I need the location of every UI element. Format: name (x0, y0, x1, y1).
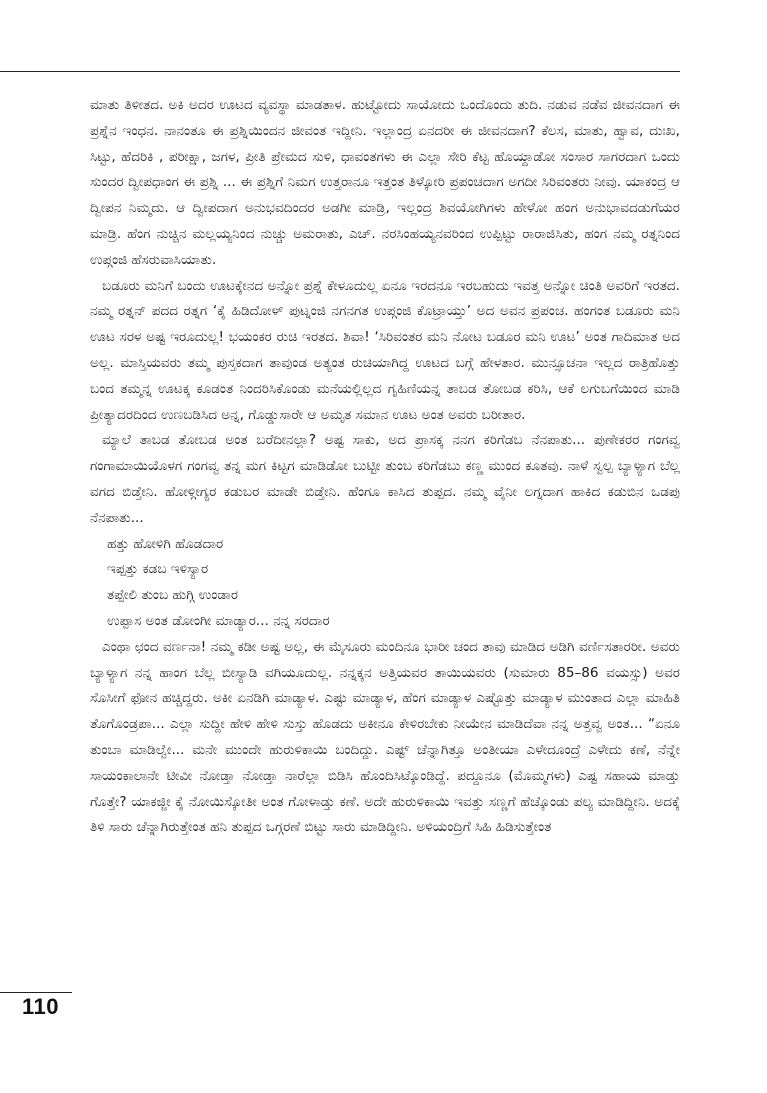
verse-line-4: ಉಪ್ಪಾಸ ಅಂತ ಡೋಂಗೀ ಮಾಡ್ಯಾರ... ನನ್ನ ಸರದಾರ (107, 612, 330, 629)
page-body (90, 93, 680, 841)
paragraph-2: ಬಡೂರು ಮನಿಗೆ ಬಂದು ಊಟಕ್ಕೇನದ ಅನ್ನೋ ಪ್ರಶ್ನೆ ಕೇಳೂದುಲ್ಲ ಏನೂ ಇರದನೂ ಇರಬಹುದು ಇವತ್ತ ಅನ್ನೋ ಚಿಂತಿ ಅವರಿಗೆ ಇರತದ. ನಮ್ಮ ರತ್ನನ್ ಪದದ ರತ್ನಗ ‘ಕೈ ಹಿಡಿದೋಳ್ ಪುಟ್ನಂಜಿ ನಗನಗತ ಉಪ್ಗಂಜಿ ಕೊಟ್ರಾಯ್ತು’ ಅದ ಅವನ ಪ್ರಪಂಚ. ಹಂಗಂತ ಬಡೂರು ಮನಿ ಊಟ ಸರಳ ಅಷ್ಟ ಇರೂದುಲ್ಲ! ಭಯಂಕರ ರುಚಿ ಇರತದ. ಶಿವಾ! ‘ಸಿರಿವಂತರ ಮನಿ ನೋಟ ಬಡೂರ ಮನಿ ಊಟ’ ಅಂತ ಗಾದಿಮಾತ ಅದ ಅಲ್ಲ. ಮಾಸ್ತಿಯವರು ತಮ್ಮ ಪುಸ್ತಕದಾಗ ತಾವುಂಡ ಅತ್ಯಂತ ರುಚಿಯಾಗಿದ್ದ ಊಟದ ಬಗ್ಗೆ ಹೇಳತಾರ. ಮುನ್ಸೂಚನಾ ಇಲ್ಲದ ರಾತ್ರಿಹೊತ್ತು ಬಂದ ತಮ್ಮನ್ನ ಊಟಕ್ಕ ಕೂಡಂತ ನಿಂದರಿಸಿಕೊಂಡು ಮನೆಯಲ್ಲಿಲ್ಲದ ಗೃಹಿಣಿಯನ್ನ ತಾಬಡ ತೋಬಡ ಕರಿಸಿ, ಆಕೆ ಲಗುಬಗೆಯಿಂದ ಮಾಡಿ ಪ್ರೀತ್ಯಾದರದಿಂದ ಉಣಬಡಿಸಿದ ಅನ್ನ, ಗೊಡ್ಡುಸಾರೇ ಆ ಅಮೃತ ಸಮಾನ ಊಟ ಅಂತ ಅವರು ಬರೀತಾರ. (90, 277, 680, 423)
paragraph-1: ಮಾತು ತಿಳೀತದ. ಅಕಿ ಅದರ ಊಟದ ವ್ಯವಸ್ಥಾ ಮಾಡತಾಳ. ಹುಟ್ಟೋದು ಸಾಯೋದು ಒಂದೊಂದು ತುದಿ. ನಡುವ ನಡೆವ ಜೀವನದಾಗ ಈ ಪ್ರಶ್ನೆನ ಇಂಧನ. ನಾನಂತೂ ಈ ಪ್ರಶ್ನಿಯಿಂದನ ಜೀವಂತ ಇದ್ದೀನಿ. ಇಲ್ಲಾಂದ್ರ ಏನದರೀ ಈ ಜೀವನದಾಗ? ಕೆಲಸ, ಮಾತು, ಹ್ವಾವ, ದುಃಖ, ಸಿಟ್ಟು, ಹೆದರಿಕಿ , ಪರೀಕ್ಷಾ, ಜಗಳ, ಪ್ರೀತಿ ಪ್ರೇಮದ ಸುಳಿ, ಧಾವಂತಗಳು ಈ ಎಲ್ಲಾ ಸೇರಿ ಕೆಟ್ಟ ಹೊಯ್ದಾಡೋ ಸಂಸಾರ ಸಾಗರದಾಗ ಒಂದು ಸುಂದರ ದ್ವೀಪಧಾಂಗ ಈ ಪ್ರಶ್ನಿ ... ಈ ಪ್ರಶ್ನಿಗೆ ನಿಮಗ ಉತ್ತರಾನೂ ಇತ್ತಂತ ತಿಳ್ಕೋರಿ ಪ್ರಪಂಚದಾಗ ಅಗದೀ ಸಿರಿವಂತರು ನೀವು. ಯಾಕಂದ್ರ ಆ ದ್ವೀಪನ ನಿಮ್ಮದು. ಆ ದ್ವೀಪದಾಗ ಅನುಭವದಿಂದರ ಅಡಗೀ ಮಾಡ್ರಿ, ಇಲ್ಲಂದ್ರ ಶಿವಯೋಗಿಗಳು ಹೇಳೋ ಹಂಗ ಅನುಭಾವದಡುಗೆಯರ ಮಾಡ್ರಿ. ಹೆಂಗ ನುಚ್ಚಿನ ಮಲ್ಲಯ್ಯನಿಂದ ನುಚ್ಚು ಅಮರಾತು, ಎಚ್. ನರಸಿಂಹಯ್ಯನವರಿಂದ ಉಪ್ಪಿಟ್ಟು ರಾರಾಜಿಸಿತು, ಹಂಗ ನಮ್ಮ ರತ್ನನಿಂದ ಉಪ್ಗಂಜಿ ಹೆಸರುವಾಸಿಯಾತು. (90, 97, 680, 268)
footer-rule (0, 992, 72, 993)
verse-line-2: ಇಪ್ಪತ್ತು ಕಡಬ ಇಳಿಸ್ಯಾರ (107, 561, 209, 578)
paragraph-4: ಎಂಥಾ ಛಂದ ವರ್ಣನಾ! ನಮ್ಮ ಕಡೀ ಅಷ್ಟ ಅಲ್ಲ, ಈ ಮೈಸೂರು ಮಂದಿನೂ ಭಾರೀ ಚಂದ ತಾವು ಮಾಡಿದ ಅಡಿಗಿ ವರ್ಣಿಸತಾರರೀ. ಅವರು ಬ್ಯಾಳ್ಯಾಗ ನನ್ನ ಹಾಂಗ ಬೆಲ್ಲ ಬೀಸ್ಯಾಡಿ ವಗಿಯೂದುಲ್ಲ. ನನ್ನಕ್ಕನ ಅತ್ತಿಯವರ ತಾಯಿಯವರು (ಸುಮಾರು 85–86 ವಯಸ್ಸು) ಅವರ ಸೊಸೀಗೆ ಫೋನ ಹಚ್ಚಿದ್ದರು. ಅಕೀ ಏನಡಿಗಿ ಮಾಡ್ಯಾಳ. ಎಷ್ಟು ಮಾಡ್ಯಾಳ, ಹೆಂಗ ಮಾಡ್ಯಾಳ ಎಷ್ಟೊತ್ತು ಮಾಡ್ಯಾಳ ಮುಂತಾದ ಎಲ್ಲಾ ಮಾಹಿತಿ ತೊಗೊಂಡ್ರಪಾ... ಎಲ್ಲಾ ಸುದ್ದೀ ಹೇಳಿ ಹೇಳಿ ಸುಸ್ತು ಹೊಡದು ಅಕೀನೂ ಕೇಳಿರಬೇಕು ನೀಯೇನ ಮಾಡಿದೆವಾ ನನ್ನ ಅತ್ತವ್ವ ಅಂತ... “ಏನೂ ತುಂಬಾ ಮಾಡಿಲ್ವೇ... ಮನೇ ಮುಂದೇ ಹುರುಳಿಕಾಯಿ ಬಂದಿದ್ದು. ಎಷ್ಟ್ ಚೆನ್ನಾಗಿತ್ತೂ ಅಂತೀಯಾ ಎಳೇದೂಂದ್ರೆ ಎಳೇದು ಕಣೆ, ನೆನ್ನೇ ಸಾಯಂಕಾಲಾನೇ ಟೀವೀ ನೋಡ್ತಾ ನೋಡ್ತಾ ನಾರೆಲ್ಲಾ ಬಿಡಿಸಿ ಹೊಂದಿಸಿಟ್ಕೊಂಡಿದ್ದೆ. ಪದ್ದೂನೂ (ಮೊಮ್ಮಗಳು) ಎಷ್ಟ ಸಹಾಯ ಮಾಡ್ತು ಗೊತ್ತೇ? ಯಾಕಜ್ಜೀ ಕೈ ನೋಯಿಸ್ಕೋತೀ ಅಂತ ಗೋಳಾಡ್ತು ಕಣೆ. ಅದೇ ಹುರುಳಿಕಾಯಿ ಇವತ್ತು ಸಣ್ಣಗೆ ಹೆಚ್ಕೊಂಡು ಪಲ್ಯ ಮಾಡಿದ್ದೀನಿ. ಅದಕ್ಕೆ ತಿಳಿ ಸಾರು ಚೆನ್ನಾಗಿರುತ್ತೇಂತ ಹನಿ ತುಪ್ಪದ ಒಗ್ಗರಣೆ ಬಿಟ್ಟು ಸಾರು ಮಾಡಿದ್ದೀನಿ. ಅಳಿಯಂದ್ರಿಗೆ ಸಿಹಿ ಹಿಡಿಸುತ್ತೇಂತ (90, 638, 680, 836)
verse-line-3: ತಪ್ಪೇಲಿ ತುಂಬ ಹುಗ್ಗಿ ಉಂಡಾರ (107, 587, 239, 604)
paragraph-3: ಮ್ಯಾಲೆ ತಾಬಡ ತೋಬಡ ಅಂತ ಬರೆದೀನಲ್ಲಾ? ಅಷ್ಟ ಸಾಕು, ಅದ ಪ್ರಾಸಕ್ಕ ನನಗ ಕರಿಗೆಡಬ ನೆನಪಾತು... ಪುಣೇಕರರ ಗಂಗವ್ವ ಗಂಗಾಮಾಯಿಯೊಳಗ ಗಂಗವ್ವ ತನ್ನ ಮಗ ಕಿಟ್ಟಗ ಮಾಡಿಡೋ ಬುಟ್ಟೀ ತುಂಬ ಕರಿಗೆಡಬು ಕಣ್ಣ ಮುಂದ ಕೂತವು. ನಾಳೆ ಸ್ವಲ್ಪ ಬ್ಯಾಳ್ಯಾಗ ಬೆಲ್ಲ ವಗದ ಬಿಡ್ತೇನಿ. ಹೋಳ್ಗೀಗ್ಯರ ಕಡುಬರ ಮಾಡೇ ಬಿಡ್ತೇನಿ. ಹೆಂಗೂ ಕಾಸಿದ ತುಪ್ಪದ. ನಮ್ಮ ವೈನೀ ಲಗ್ನದಾಗ ಹಾಕಿದ ಕಡುಬಿನ ಒಡಪು ನೆನಪಾತು... (90, 432, 680, 526)
header-rule (0, 71, 680, 72)
folk-verse (90, 532, 680, 635)
verse-line-1: ಹತ್ತು ಹೋಳಿಗಿ ಹೊಡದಾರ (107, 535, 224, 552)
page-number: 110 (22, 994, 59, 1019)
